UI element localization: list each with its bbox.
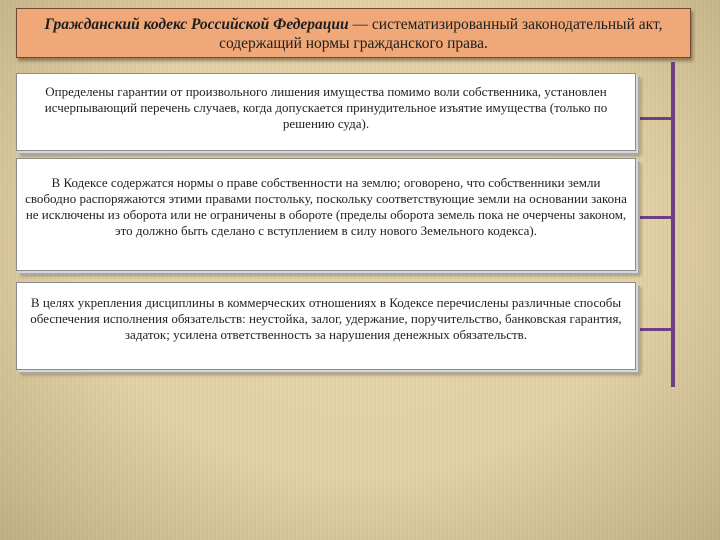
header-box <box>16 8 691 58</box>
info-card-obligations <box>16 282 636 370</box>
header-title-rest: — систематизированный законодательный акт, содержащий нормы гражданского права. <box>219 16 663 52</box>
info-card-text: В Кодексе содержатся нормы о праве собственности на землю; оговорено, что собственники земли свободно распоряжаются этими правами постольку, поскольку соответствующие земли на основании закона не исключены из оборота или не ограничены в обороте (пределы оборота земель пока не очерчены законом, это должно быть сделано с вступлением в силу нового Земельного кодекса). <box>25 175 627 238</box>
header-title-bold: Гражданский кодекс Российской Федерации <box>44 16 349 33</box>
connector-branch-2 <box>636 216 673 219</box>
info-card-property-guarantees <box>16 73 636 151</box>
connector-branch-3 <box>636 328 673 331</box>
connector-vertical-line <box>671 62 675 387</box>
info-card-land-ownership <box>16 158 636 271</box>
info-card-text: В целях укрепления дисциплины в коммерческих отношениях в Кодексе перечислены различные способы обеспечения исполнения обязательств: неустойка, залог, удержание, поручительство, банковская гарантия, задаток; усилена ответственность за нарушения денежных обязательств. <box>30 295 622 342</box>
connector-branch-1 <box>636 117 673 120</box>
info-card-text: Определены гарантии от произвольного лишения имущества помимо воли собственника, установлен исчерпывающий перечень случаев, когда допускается принудительное изъятие имущества (только по решению суда). <box>44 84 608 131</box>
